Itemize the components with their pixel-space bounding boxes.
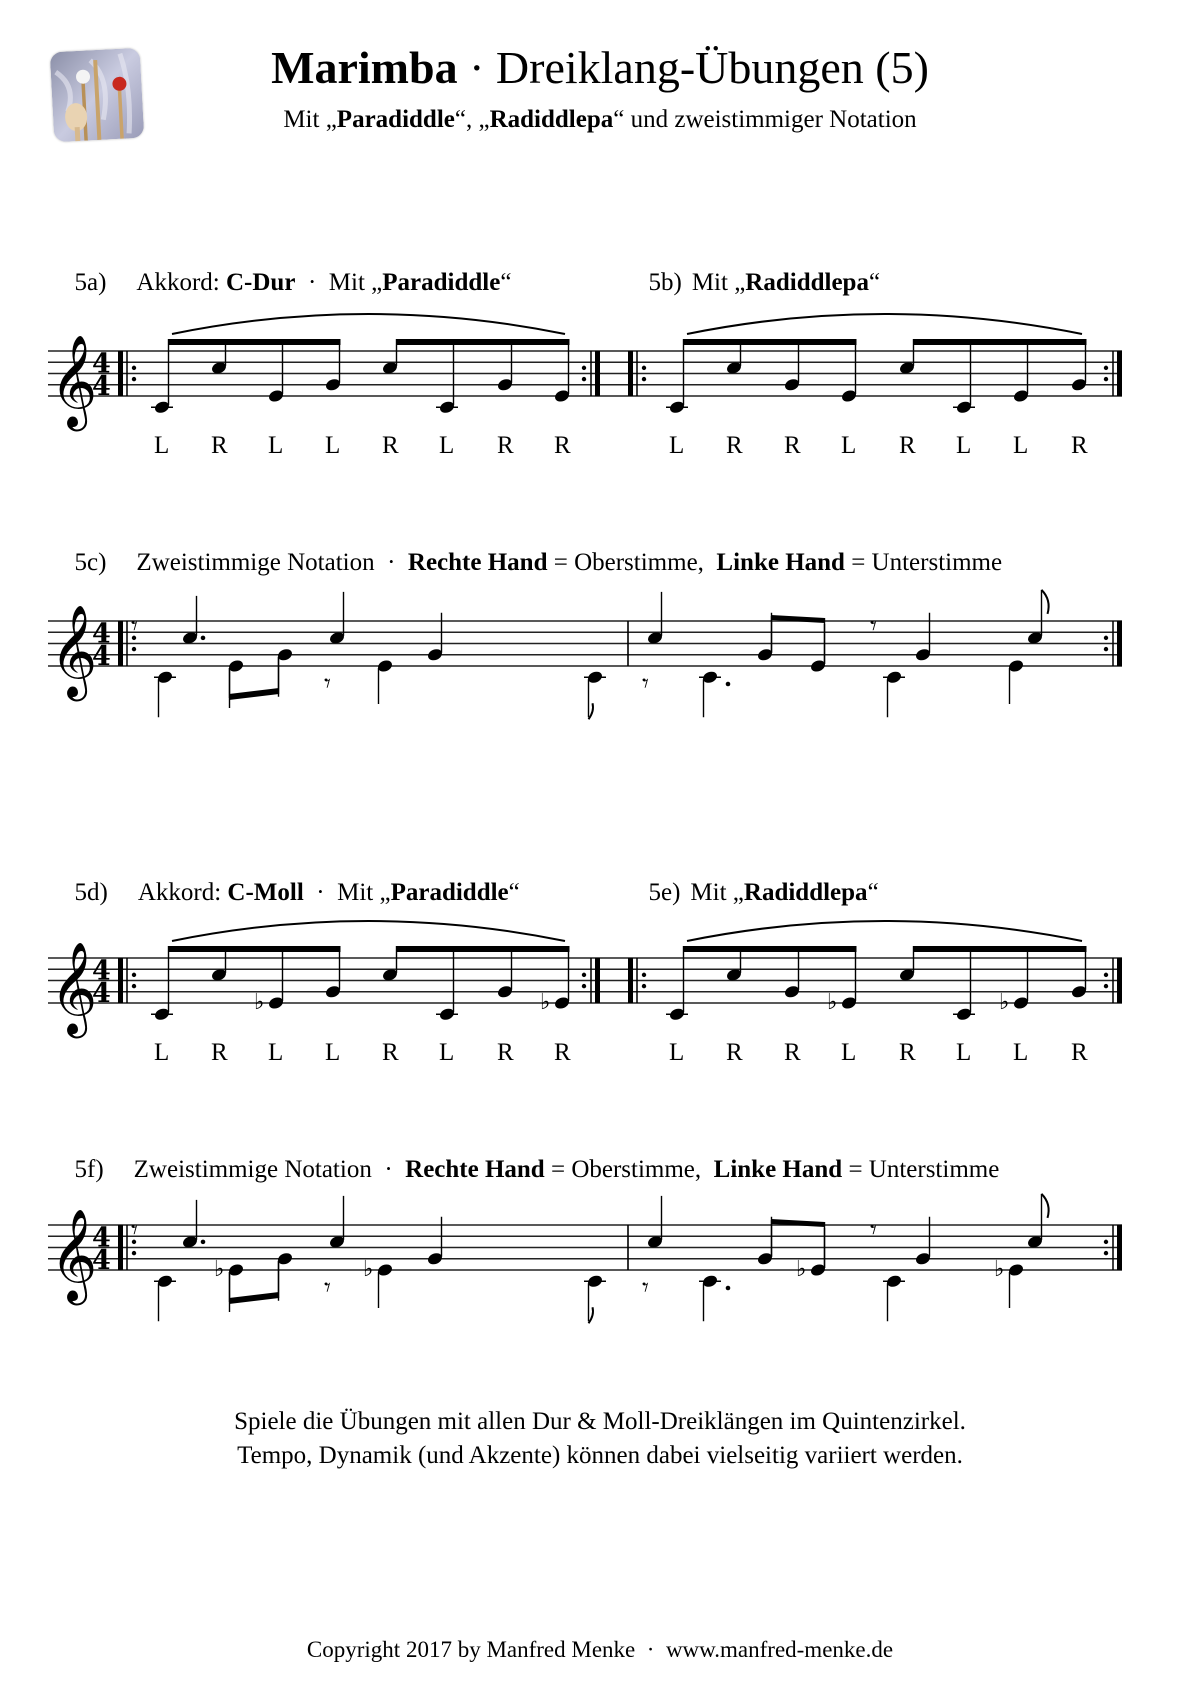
slur	[687, 921, 1082, 941]
label-text: “	[500, 269, 512, 296]
sticking-right: R	[726, 432, 743, 459]
svg-text:4: 4	[92, 1222, 111, 1254]
subtitle-text: “ und zweistimmiger Notation	[613, 106, 917, 133]
beam	[169, 339, 341, 345]
sticking-left: L	[669, 1039, 685, 1066]
exercise-number: 5e)	[648, 879, 681, 906]
label-text: · Mit „	[295, 269, 383, 296]
exercise-number: 5d)	[74, 879, 108, 906]
time-signature	[92, 619, 111, 673]
eighth-rest-icon: 𝄾	[642, 669, 649, 699]
svg-text:4: 4	[92, 978, 111, 1009]
label-text: Zweistimmige Notation ·	[133, 1156, 406, 1183]
sticking-right: R	[899, 1039, 916, 1066]
beam	[169, 946, 341, 952]
sticking-right: R	[554, 432, 571, 459]
eighth-rest-icon: 𝄾	[324, 669, 331, 699]
beam	[914, 946, 1087, 952]
right-hand-label: Rechte Hand	[405, 1156, 545, 1183]
sticking-left: L	[669, 432, 685, 459]
slur	[172, 314, 565, 334]
augmentation-dot	[726, 682, 731, 687]
beam	[771, 615, 825, 623]
label-text: = Unterstimme	[844, 549, 1003, 576]
flat-icon: ♭	[999, 990, 1010, 1015]
svg-text:4: 4	[92, 641, 111, 672]
svg-text:4: 4	[92, 348, 111, 380]
title-topic: Dreiklang-Übungen (5)	[495, 42, 929, 93]
label-text: “	[867, 879, 879, 906]
treble-clef-icon	[50, 604, 97, 701]
sticking-right: R	[899, 432, 916, 459]
svg-text:𝄞: 𝄞	[50, 604, 98, 697]
right-hand-label: Rechte Hand	[407, 549, 548, 576]
website-link[interactable]: www.manfred-menke.de	[665, 1637, 894, 1662]
flat-icon: ♭	[827, 990, 838, 1015]
pattern-name: Paradiddle	[382, 269, 501, 296]
exercise-number: 5c)	[74, 549, 107, 576]
svg-text:4: 4	[92, 955, 111, 987]
beam	[229, 688, 279, 700]
practice-hint	[0, 1405, 1200, 1473]
eighth-rest-icon: 𝄾	[131, 611, 138, 642]
label-text: Mit „	[691, 269, 746, 296]
sticking-left: L	[154, 1039, 170, 1066]
pattern-name: Radiddlepa	[743, 879, 868, 906]
beam	[397, 946, 570, 952]
sticking-left: L	[325, 1039, 341, 1066]
sticking-right: R	[497, 432, 514, 459]
pattern-name: Paradiddle	[390, 879, 509, 906]
title-separator: ·	[457, 42, 496, 93]
flat-icon: ♭	[214, 1257, 225, 1282]
sticking-left: L	[325, 432, 341, 459]
sticking-left: L	[268, 1039, 284, 1066]
beam	[229, 1292, 279, 1304]
label-text: = Oberstimme,	[544, 1156, 714, 1183]
sticking-left: L	[439, 432, 455, 459]
footer-separator: ·	[635, 1637, 666, 1662]
label-text: = Unterstimme	[842, 1156, 1000, 1183]
eighth-rest-icon: 𝄾	[870, 611, 877, 642]
label-text: = Oberstimme,	[547, 549, 717, 576]
augmentation-dot	[726, 1286, 731, 1291]
eighth-rest-icon: 𝄾	[324, 1273, 331, 1303]
sticking-left: L	[268, 432, 284, 459]
sticking-right: R	[211, 432, 228, 459]
flat-icon: ♭	[540, 990, 551, 1015]
label-text: · Mit „	[303, 879, 391, 906]
label-text: “	[508, 879, 520, 906]
flat-icon: ♭	[994, 1257, 1005, 1282]
sticking-right: R	[554, 1039, 571, 1066]
svg-text:4: 4	[92, 1245, 111, 1276]
beam	[914, 339, 1087, 345]
sticking-right: R	[1071, 432, 1088, 459]
flat-icon: ♭	[363, 1257, 374, 1282]
chord-name: C-Moll	[227, 879, 304, 906]
exercise-number: 5b)	[648, 269, 682, 296]
sticking-left: L	[1013, 432, 1029, 459]
subtitle-text: Mit „	[283, 106, 337, 133]
sticking-right: R	[211, 1039, 228, 1066]
sticking-left: L	[1013, 1039, 1029, 1066]
title-instrument: Marimba	[271, 42, 458, 93]
slur	[172, 921, 565, 941]
sticking-right: R	[382, 1039, 399, 1066]
eighth-rest-icon: 𝄾	[131, 1215, 138, 1246]
footer	[0, 1635, 1200, 1665]
time-signature	[92, 956, 111, 1010]
subtitle-text: “, „	[454, 106, 490, 133]
svg-text:𝄞: 𝄞	[50, 941, 98, 1034]
treble-clef-icon	[50, 334, 97, 431]
exercise-number: 5a)	[74, 269, 107, 296]
sticking-left: L	[841, 432, 857, 459]
beam	[684, 946, 857, 952]
subtitle-paradiddle: Paradiddle	[336, 106, 455, 133]
sticking-left: L	[154, 432, 170, 459]
hint-line-2: Tempo, Dynamik (und Akzente) können dabei vielseitig variiert werden.	[237, 1442, 963, 1469]
exercise-number: 5f)	[74, 1156, 104, 1183]
svg-text:4: 4	[92, 371, 111, 402]
copyright-text: Copyright 2017 by Manfred Menke	[306, 1637, 636, 1662]
beam	[397, 339, 570, 345]
flat-icon: ♭	[796, 1257, 807, 1282]
sticking-right: R	[784, 1039, 801, 1066]
sticking-right: R	[726, 1039, 743, 1066]
label-text: Akkord:	[137, 879, 228, 906]
left-hand-label: Linke Hand	[713, 1156, 843, 1183]
eighth-rest-icon: 𝄾	[642, 1273, 649, 1303]
sticking-left: L	[956, 1039, 972, 1066]
flag	[1042, 1194, 1049, 1218]
flag	[1042, 590, 1049, 614]
label-text: Mit „	[690, 879, 744, 906]
sticking-left: L	[841, 1039, 857, 1066]
augmentation-dot	[201, 1240, 206, 1245]
slur	[687, 314, 1082, 334]
beam	[771, 1219, 825, 1227]
svg-text:𝄞: 𝄞	[50, 1208, 98, 1301]
svg-text:𝄞: 𝄞	[50, 334, 98, 427]
sticking-right: R	[784, 432, 801, 459]
treble-clef-icon	[50, 1208, 97, 1305]
svg-text:4: 4	[92, 618, 111, 650]
hint-line-1: Spiele die Übungen mit allen Dur & Moll-Dreiklängen im Quintenzirkel.	[234, 1408, 966, 1435]
left-hand-label: Linke Hand	[716, 549, 845, 576]
pattern-name: Radiddlepa	[745, 269, 869, 296]
augmentation-dot	[201, 636, 206, 641]
beam	[684, 339, 857, 345]
label-text: “	[868, 269, 881, 296]
sticking-right: R	[1071, 1039, 1088, 1066]
treble-clef-icon	[50, 941, 97, 1038]
time-signature	[92, 349, 111, 403]
flat-icon: ♭	[254, 990, 265, 1015]
sticking-left: L	[956, 432, 972, 459]
sticking-left: L	[439, 1039, 455, 1066]
subtitle-radiddlepa: Radiddlepa	[489, 106, 614, 133]
label-text: Akkord:	[136, 269, 226, 296]
eighth-rest-icon: 𝄾	[870, 1215, 877, 1246]
sticking-right: R	[497, 1039, 514, 1066]
label-text: Zweistimmige Notation ·	[136, 549, 408, 576]
time-signature	[92, 1223, 111, 1277]
sticking-right: R	[382, 432, 399, 459]
chord-name: C-Dur	[226, 269, 296, 296]
